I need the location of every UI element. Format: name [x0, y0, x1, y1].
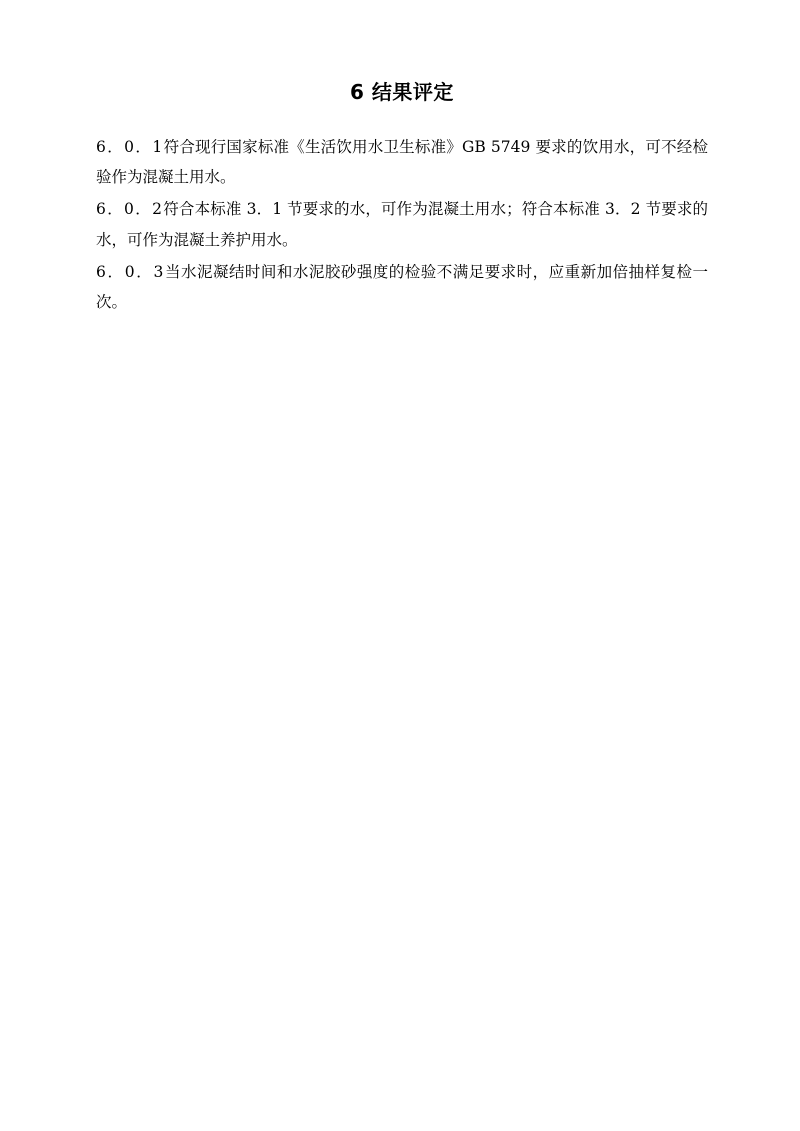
clause-number: 6．0．3	[96, 262, 165, 281]
clause-number: 6．0．2	[96, 200, 164, 219]
clause-6-0-3	[96, 257, 708, 317]
clause-text: 符合本标准 3．1 节要求的水，可作为混凝土用水；符合本标准 3．2 节要求的水，可作为混凝土养护用水。	[96, 200, 708, 249]
clause-number: 6．0．1	[96, 138, 164, 156]
clause-text: 当水泥凝结时间和水泥胶砂强度的检验不满足要求时，应重新加倍抽样复检一次。	[96, 262, 708, 312]
clause-6-0-2	[96, 194, 708, 254]
clause-6-0-1	[96, 132, 708, 192]
clause-text: 符合现行国家标准《生活饮用水卫生标准》GB 5749 要求的饮用水，可不经检验作为混凝土用水。	[96, 138, 708, 187]
page-title: 6 结果评定	[350, 80, 454, 104]
document-body	[96, 78, 708, 319]
